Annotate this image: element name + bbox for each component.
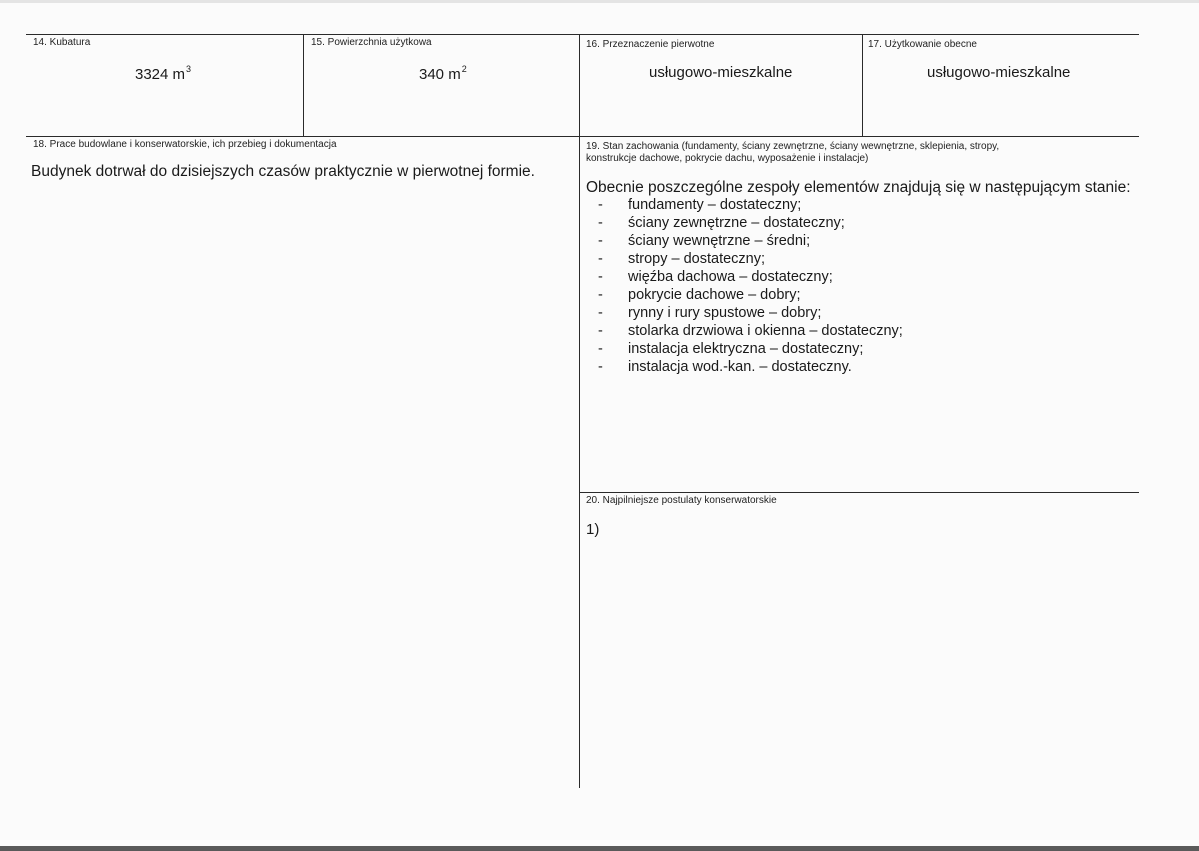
bullet-dash: - (598, 197, 603, 213)
bullet-dash: - (598, 323, 603, 339)
condition-item (598, 196, 903, 214)
bullet-dash: - (598, 215, 603, 231)
bullet-dash: - (598, 359, 603, 375)
field20-top-rule (579, 492, 1139, 493)
row2-top-rule (26, 136, 1139, 137)
field-14-value (135, 64, 191, 83)
scan-bottom-edge (0, 846, 1199, 851)
condition-item (598, 250, 903, 268)
field-16-label: 16. Przeznaczenie pierwotne (586, 39, 715, 50)
area-value: 340 m (419, 66, 461, 83)
bullet-dash: - (598, 305, 603, 321)
condition-text: stropy – dostateczny; (628, 251, 766, 267)
scan-top-edge (0, 0, 1199, 3)
field-17-label: 17. Użytkowanie obecne (868, 39, 977, 50)
condition-item (598, 340, 903, 358)
kubatura-unit-exponent: 3 (186, 64, 192, 74)
bullet-dash: - (598, 251, 603, 267)
condition-list (598, 196, 903, 376)
divider-main (579, 34, 580, 788)
field-16-value: usługowo-mieszkalne (649, 64, 793, 81)
condition-item (598, 304, 903, 322)
field-19-label-line2: konstrukcje dachowe, pokrycie dachu, wyposażenie i instalacje) (586, 153, 869, 164)
bullet-dash: - (598, 287, 603, 303)
bullet-dash: - (598, 341, 603, 357)
condition-text: rynny i rury spustowe – dobry; (628, 305, 822, 321)
field-18-label: 18. Prace budowlane i konserwatorskie, ich przebieg i dokumentacja (33, 139, 337, 150)
row1-top-rule (26, 34, 1139, 35)
condition-text: instalacja elektryczna – dostateczny; (628, 341, 864, 357)
divider-14-15 (303, 34, 304, 136)
divider-16-17 (862, 34, 863, 136)
condition-text: pokrycie dachowe – dobry; (628, 287, 801, 303)
field-15-label: 15. Powierzchnia użytkowa (311, 37, 432, 48)
condition-item (598, 358, 903, 376)
condition-item (598, 214, 903, 232)
bullet-dash: - (598, 269, 603, 285)
condition-text: stolarka drzwiowa i okienna – dostateczny; (628, 323, 903, 339)
condition-text: ściany zewnętrzne – dostateczny; (628, 215, 845, 231)
field-14-label: 14. Kubatura (33, 37, 91, 48)
condition-text: więźba dachowa – dostateczny; (628, 269, 833, 285)
condition-item (598, 322, 903, 340)
condition-item (598, 232, 903, 250)
condition-text: instalacja wod.-kan. – dostateczny. (628, 359, 852, 375)
condition-text: fundamenty – dostateczny; (628, 197, 802, 213)
kubatura-value: 3324 m (135, 66, 186, 83)
field-15-value (419, 64, 467, 83)
condition-text: ściany wewnętrzne – średni; (628, 233, 811, 249)
condition-item (598, 268, 903, 286)
field-17-value: usługowo-mieszkalne (927, 64, 1071, 81)
field-19-label-line1: 19. Stan zachowania (fundamenty, ściany zewnętrzne, ściany wewnętrzne, sklepienia, stropy, (586, 141, 1000, 152)
field-19-intro: Obecnie poszczególne zespoły elementów znajdują się w następującym stanie: (586, 179, 1131, 196)
condition-item (598, 286, 903, 304)
bullet-dash: - (598, 233, 603, 249)
field-18-text: Budynek dotrwał do dzisiejszych czasów praktycznie w pierwotnej formie. (31, 163, 535, 180)
field-20-label: 20. Najpilniejsze postulaty konserwatorskie (586, 495, 777, 506)
field-20-text: 1) (586, 521, 600, 538)
area-unit-exponent: 2 (461, 64, 467, 74)
